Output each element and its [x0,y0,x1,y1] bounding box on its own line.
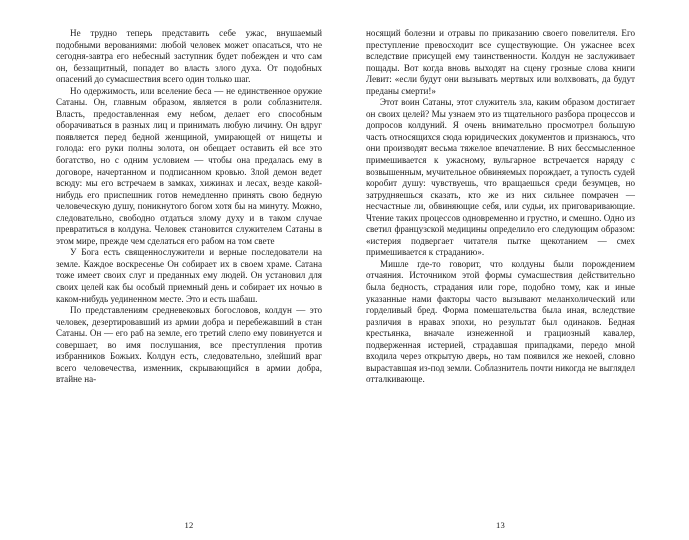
right-page [344,0,689,540]
paragraph: носящий болезни и отравы по приказанию своего повелителя. Его преступление превосходит все существующие. Он ужаснее всех вследствие присущей ему таинственности. Колдун не заслуживает пощады. Вот когда вновь выходят на сцену грозные слова книги Левит: «если будут они вызывать мертвых или волхвовать, да будут преданы смерти!» [366,28,635,96]
right-page-text-column [366,28,635,511]
paragraph: Мишле где-то говорит, что колдуны были порождением отчаяния. Источником этой формы сумасшествия действительно была бедность, страдания или горе, подобно тому, как и иные указанные нами факторы часто вызывают меланхолический или горделивый бред. Форма помешательства была иная, вследствие различия в нравах эпохи, но результат был одинаков. Бедная крестьянка, вначале изнеженной и грациозный кавалер, подверженная истерией, страдавшая припадками, передо мной входила через открытую дверь, но там появился же некоей, словно выраставшая из-под земли. Соблазнитель почти никогда не выглядел отталкивающе. [366,258,635,385]
left-page-text-column [56,28,322,511]
paragraph: Этот воин Сатаны, этот служитель зла, каким образом достигает он своих целей? Мы узнаем это из тщательного разбора процессов и допросов колдуний. Я очень внимательно просмотрел большую часть относящихся сюда юридических документов и признаюсь, что они производят весьма тяжелое впечатление. В них бессмысленное примешивается к ужасному, вульгарное встречается наряду с возвышенным, мучительное обвиняемых порождает, а тупость судей коробит душу: чувствуешь, что вращаешься среди безумцев, но затрудняешься сказать, кто же из них сильнее помрачен — несчастные ли, обвиняющие себя, или судьи, их приговаривающие. Чтение таких процессов одновременно и грустно, и смешно. Одно из светил французской медицины определило его следующим образом: «истерия подвергает читателя пытке щекотанием — смех примешивается к страданию». [366,97,635,258]
page-number-right: 13 [496,520,505,530]
paragraph: По представлениям средневековых богословов, колдун — это человек, дезертировавший из армии добра и перебежавший в стан Сатаны. Он — его раб на земле, его третий слепо ему повинуется и совершает, во имя послушания, все преступления против избранников Божьих. Колдун есть, следовательно, злейший враг всего человечества, изменник, скрывающийся в армии добра, втайне на- [56,305,322,385]
left-page [0,0,344,540]
paragraph: У Бога есть священнослужители и верные последователи на земле. Каждое воскресенье Он собирает их в своем храме. Сатана тоже имеет своих слуг и преданных ему людей. Он установил для своих целей как бы особый приемный день и собирает их ночью в каком-нибудь уединенном месте. Это и есть шабаш. [56,247,322,304]
page-number-left: 12 [184,520,194,530]
paragraph: Но одержимость, или вселение беса — не единственное оружие Сатаны. Он, главным образом, является в роли соблазнителя. Власть, предоставленная ему небом, делает его способным оборачиваться в разных лиц и принимать любую личину. Он вдруг появляется перед бедной женщиной, умирающей от нищеты и голода: его руки полны золота, он обещает оставить ей все это богатство, но с одним условием — чтобы она предалась ему в договоре, начертанном и подписанном кровью. Злой демон ведет всюду: мы его встречаем в замках, хижинах и лесах, везде какой-нибудь его приспешник готов немедленно принять свою бедную человеческую душу, поникнутого богом хотя бы на минуту. Можно, следовательно, свободно отдаться злому духу и в таком случае превратиться в колдуна. Человек становится служителем Сатаны в этом мире, прежде чем сделаться его рабом на том свете [56,85,322,246]
paragraph: Не трудно теперь представить себе ужас, внушаемый подобными верованиями: любой человек может опасаться, что не сегодня-завтра его небесный заступник будет побежден и что сам он, беззащитный, попадет во власть злого духа. От подобных опасений до сумасшествия всего один только шаг. [56,28,322,85]
